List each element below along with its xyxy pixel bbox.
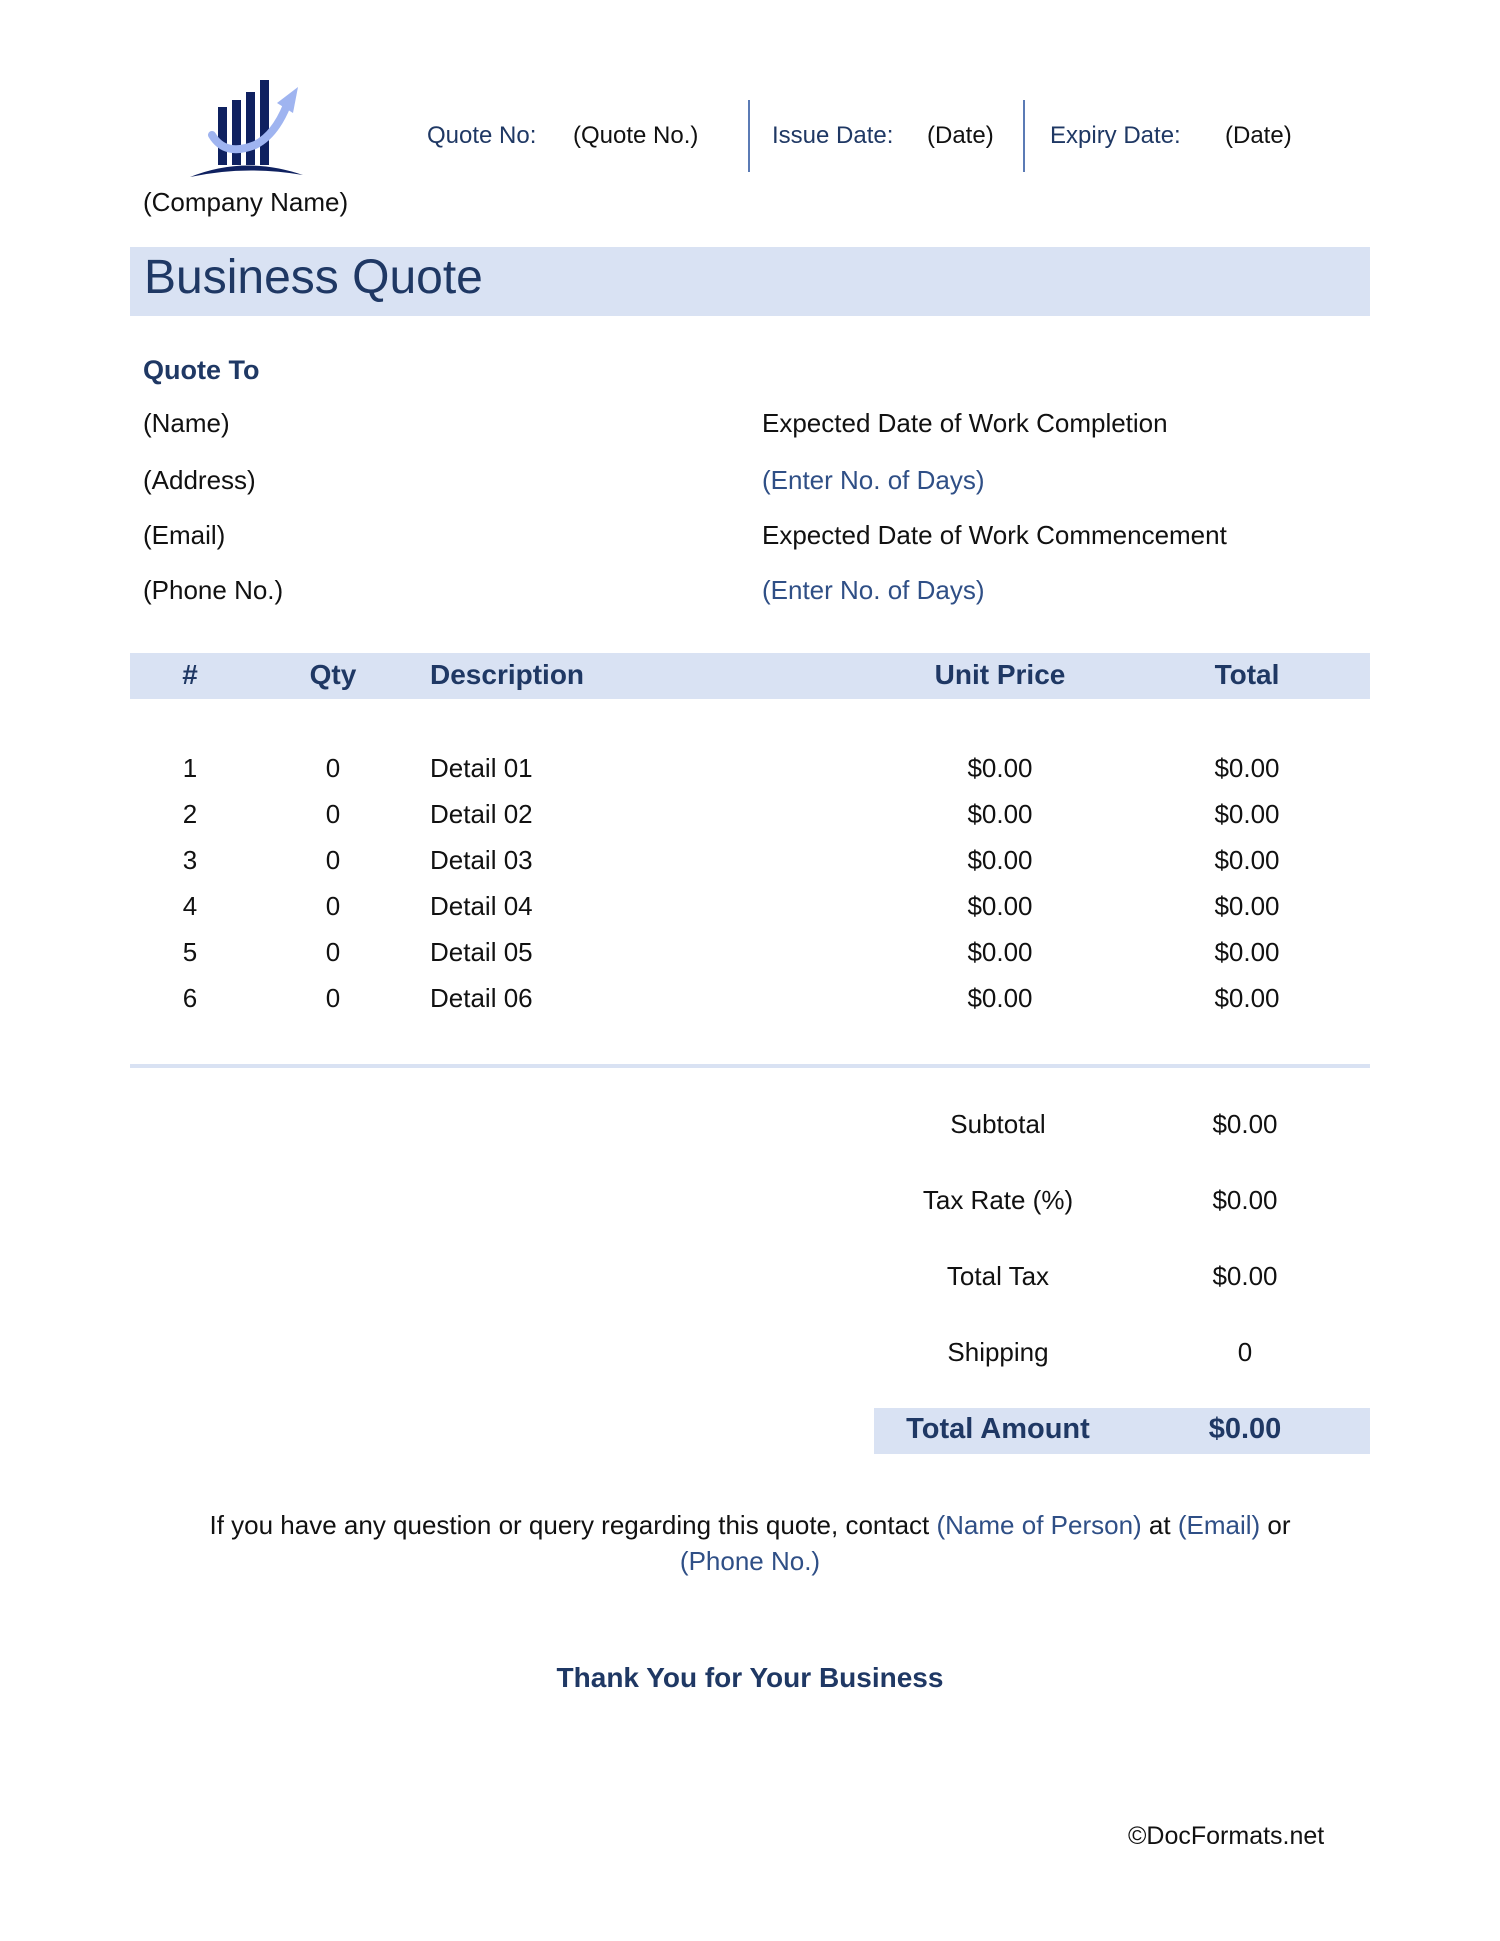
subtotal-value: $0.00	[1212, 1109, 1278, 1139]
quote-no-label: Quote No:	[427, 122, 537, 149]
contact-phone: (Phone No.)	[679, 1546, 821, 1576]
row-total: $0.00	[1214, 799, 1280, 829]
col-unit-price-header: Unit Price	[934, 659, 1066, 690]
row-qty: 0	[325, 753, 341, 783]
completion-value: (Enter No. of Days)	[762, 465, 985, 495]
row-description: Detail 04	[430, 891, 533, 921]
subtotal-label: Subtotal	[950, 1109, 1046, 1139]
row-unit-price: $0.00	[967, 983, 1033, 1013]
row-number: 3	[182, 845, 198, 875]
tax-rate-value: $0.00	[1212, 1185, 1278, 1215]
row-number: 5	[182, 937, 198, 967]
issue-date-label: Issue Date:	[772, 122, 894, 149]
table-separator	[130, 1064, 1370, 1068]
col-description-header: Description	[430, 659, 585, 690]
contact-prefix: If you have any question or query regarding this quote, contact	[209, 1510, 937, 1540]
row-number: 2	[182, 799, 198, 829]
row-description: Detail 05	[430, 937, 533, 967]
commencement-label: Expected Date of Work Commencement	[762, 520, 1227, 550]
page-title: Business Quote	[144, 251, 483, 304]
row-number: 6	[182, 983, 198, 1013]
row-qty: 0	[325, 891, 341, 921]
table-row	[0, 983, 1500, 1023]
completion-label: Expected Date of Work Completion	[762, 408, 1168, 438]
row-total: $0.00	[1214, 845, 1280, 875]
row-total: $0.00	[1214, 753, 1280, 783]
row-unit-price: $0.00	[967, 845, 1033, 875]
quote-to-heading: Quote To	[143, 355, 260, 385]
row-total: $0.00	[1214, 891, 1280, 921]
row-unit-price: $0.00	[967, 937, 1033, 967]
row-qty: 0	[325, 845, 341, 875]
row-description: Detail 02	[430, 799, 533, 829]
contact-note	[130, 1507, 1370, 1579]
commencement-value: (Enter No. of Days)	[762, 575, 985, 605]
contact-email: (Email)	[1177, 1510, 1261, 1540]
contact-person: (Name of Person)	[936, 1510, 1142, 1540]
company-logo-icon	[185, 75, 305, 180]
row-description: Detail 03	[430, 845, 533, 875]
table-row	[0, 845, 1500, 885]
quote-no-value: (Quote No.)	[573, 122, 699, 149]
row-qty: 0	[325, 983, 341, 1013]
client-phone: (Phone No.)	[143, 575, 284, 605]
total-amount-label: Total Amount	[906, 1413, 1090, 1445]
thank-you-message: Thank You for Your Business	[556, 1662, 944, 1693]
total-tax-value: $0.00	[1212, 1261, 1278, 1291]
row-unit-price: $0.00	[967, 891, 1033, 921]
issue-date-value: (Date)	[927, 122, 994, 149]
row-number: 1	[182, 753, 198, 783]
client-name: (Name)	[143, 408, 230, 438]
row-qty: 0	[325, 799, 341, 829]
shipping-value: 0	[1237, 1337, 1253, 1367]
col-total-header: Total	[1214, 659, 1280, 690]
contact-or: or	[1260, 1510, 1291, 1540]
header-divider	[748, 100, 750, 172]
col-qty-header: Qty	[309, 659, 357, 690]
row-total: $0.00	[1214, 983, 1280, 1013]
client-address: (Address)	[143, 465, 256, 495]
row-number: 4	[182, 891, 198, 921]
table-row	[0, 937, 1500, 977]
tax-rate-label: Tax Rate (%)	[922, 1185, 1074, 1215]
contact-at: at	[1141, 1510, 1178, 1540]
header-divider	[1023, 100, 1025, 172]
row-description: Detail 06	[430, 983, 533, 1013]
row-unit-price: $0.00	[967, 753, 1033, 783]
expiry-date-value: (Date)	[1225, 122, 1292, 149]
company-name: (Company Name)	[143, 187, 349, 217]
table-row	[0, 753, 1500, 793]
expiry-date-label: Expiry Date:	[1050, 122, 1181, 149]
table-row	[0, 799, 1500, 839]
col-number-header: #	[182, 659, 198, 690]
row-unit-price: $0.00	[967, 799, 1033, 829]
shipping-label: Shipping	[947, 1337, 1049, 1367]
row-total: $0.00	[1214, 937, 1280, 967]
client-email: (Email)	[143, 520, 226, 550]
total-tax-label: Total Tax	[946, 1261, 1050, 1291]
row-description: Detail 01	[430, 753, 533, 783]
table-row	[0, 891, 1500, 931]
copyright-link[interactable]: ©DocFormats.net	[1128, 1822, 1325, 1850]
total-amount-value: $0.00	[1208, 1413, 1282, 1445]
row-qty: 0	[325, 937, 341, 967]
